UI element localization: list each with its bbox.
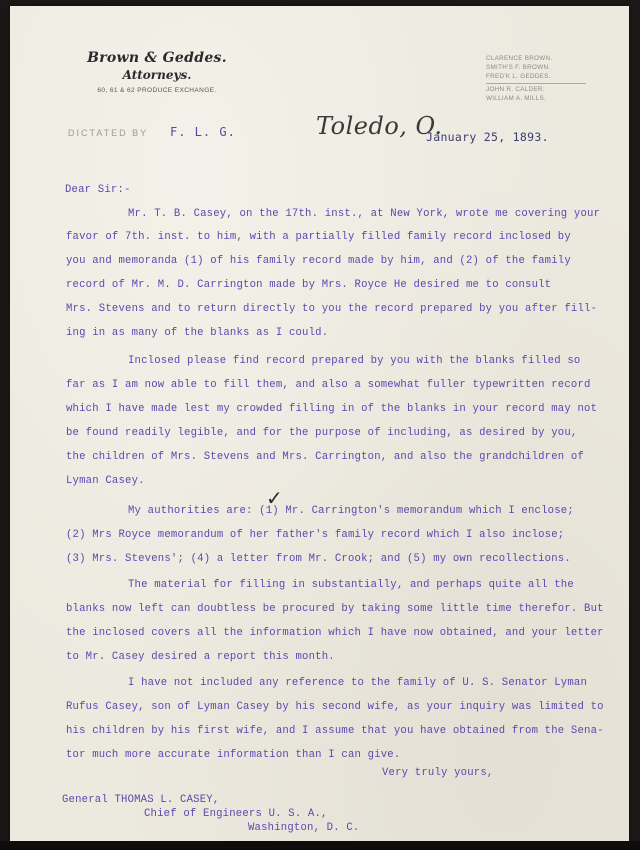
body-line: Lyman Casey.	[66, 475, 145, 487]
recipient-title: Chief of Engineers U. S. A.,	[144, 808, 328, 820]
body-line: I have not included any reference to the family of U. S. Senator Lyman	[128, 677, 588, 689]
body-line: far as I am now able to fill them, and also a somewhat fuller typewritten record	[66, 379, 591, 391]
partner-name: JOHN R. CALDER.	[486, 85, 545, 93]
partners-list	[486, 54, 586, 103]
partner-name: CLARENCE BROWN.	[486, 55, 553, 62]
partner-name: SMITH'S F. BROWN.	[486, 64, 551, 72]
body-line: blanks now left can doubtless be procured by taking some little time therefor. But	[66, 603, 604, 615]
letterhead	[72, 50, 242, 94]
body-line: (2) Mrs Royce memorandum of her father's family record which I also inclose;	[66, 529, 565, 541]
body-line: tor much more accurate information than I can give.	[66, 749, 401, 761]
body-line: The material for filling in substantially, and perhaps quite all the	[128, 579, 574, 591]
body-line: My authorities are: (1) Mr. Carrington's memorandum which I enclose;	[128, 505, 574, 517]
salutation: Dear Sir:-	[65, 184, 131, 196]
body-line: ing in as many of the blanks as I could.	[66, 327, 329, 339]
body-line: Mrs. Stevens and to return directly to you the record prepared by you after fill-	[66, 303, 598, 315]
body-line: to Mr. Casey desired a report this month.	[66, 651, 335, 663]
body-line: record of Mr. M. D. Carrington made by Mrs. Royce He desired me to consult	[66, 279, 552, 291]
firm-address: 60, 61 & 62 PRODUCE EXCHANGE.	[97, 87, 217, 94]
letter-page	[10, 6, 629, 841]
body-line: which I have made lest my crowded filling in of the blanks in your record may not	[66, 403, 598, 415]
body-line: you and memoranda (1) of his family record made by him, and (2) of the family	[66, 255, 571, 267]
handwritten-check-mark: ✓	[266, 486, 283, 510]
body-line: favor of 7th. inst. to him, with a partially filled family record inclosed by	[66, 231, 571, 243]
dictated-initials: F. L. G.	[170, 125, 236, 139]
recipient-name: General THOMAS L. CASEY,	[62, 794, 220, 806]
partner-name: WILLIAM A. MILLS.	[486, 94, 547, 102]
recipient-location: Washington, D. C.	[248, 822, 360, 834]
scan-border	[0, 841, 640, 850]
letter-date: January 25, 1893.	[426, 130, 549, 144]
body-line: Rufus Casey, son of Lyman Casey by his second wife, as your inquiry was limited to	[66, 701, 604, 713]
body-line: be found readily legible, and for the purpose of including, as desired by you,	[66, 427, 578, 439]
body-line: the inclosed covers all the information which I have now obtained, and your letter	[66, 627, 604, 639]
dictated-label: DICTATED BY	[68, 128, 149, 138]
body-line: Mr. T. B. Casey, on the 17th. inst., at New York, wrote me covering your	[128, 208, 601, 220]
firm-name: Brown & Geddes.	[87, 50, 227, 66]
closing: Very truly yours,	[382, 767, 494, 779]
body-line: (3) Mrs. Stevens'; (4) a letter from Mr. Crook; and (5) my own recollections.	[66, 553, 571, 565]
body-line: the children of Mrs. Stevens and Mrs. Carrington, and also the grandchildren of	[66, 451, 585, 463]
body-line: his children by his first wife, and I assume that you have obtained from the Sena-	[66, 725, 604, 737]
partner-name: FRED'K L. GEDDES.	[486, 72, 586, 83]
place-script: Toledo, O.	[316, 112, 443, 140]
firm-subtitle: Attorneys.	[122, 68, 192, 82]
body-line: Inclosed please find record prepared by you with the blanks filled so	[128, 355, 581, 367]
